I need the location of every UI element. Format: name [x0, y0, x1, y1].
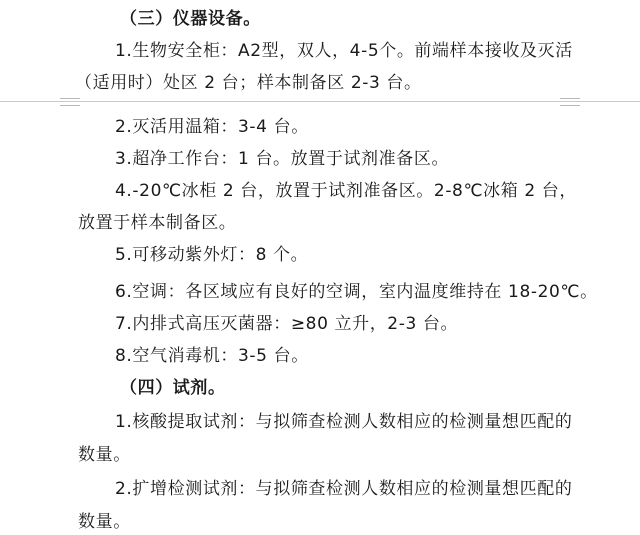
equipment-item-7: 7.内排式高压灭菌器：≥80 立升，2-3 台。 [115, 314, 459, 334]
page-break-mark-left [60, 98, 80, 106]
equipment-item-4-line-1: 4.-20℃冰柜 2 台，放置于试剂准备区。2-8℃冰箱 2 台， [115, 181, 577, 201]
page-break-divider [0, 98, 640, 106]
page-break-line [0, 101, 640, 102]
section-heading-equipment: （三）仪器设备。 [120, 9, 261, 29]
section-heading-reagents: （四）试剂。 [120, 378, 226, 398]
equipment-item-3: 3.超净工作台：1 台。放置于试剂准备区。 [115, 149, 450, 169]
page-break-mark-right [560, 98, 580, 106]
equipment-item-8: 8.空气消毒机：3-5 台。 [115, 346, 309, 366]
equipment-item-1-line-2: （适用时）处区 2 台；样本制备区 2-3 台。 [75, 73, 422, 93]
equipment-item-2: 2.灭活用温箱：3-4 台。 [115, 117, 309, 137]
reagents-item-2-line-1: 2.扩增检测试剂：与拟筛查检测人数相应的检测量想匹配的 [115, 479, 573, 499]
reagents-item-1-line-1: 1.核酸提取试剂：与拟筛查检测人数相应的检测量想匹配的 [115, 412, 573, 432]
equipment-item-1-line-1: 1.生物安全柜：A2型，双人，4-5个。前端样本接收及灭活 [115, 41, 573, 61]
equipment-item-5: 5.可移动紫外灯：8 个。 [115, 245, 309, 265]
equipment-item-4-line-2: 放置于样本制备区。 [78, 213, 237, 233]
reagents-item-2-line-2: 数量。 [78, 512, 131, 532]
equipment-item-6: 6.空调：各区域应有良好的空调，室内温度维持在 18-20℃。 [115, 282, 598, 302]
reagents-item-1-line-2: 数量。 [78, 445, 131, 465]
